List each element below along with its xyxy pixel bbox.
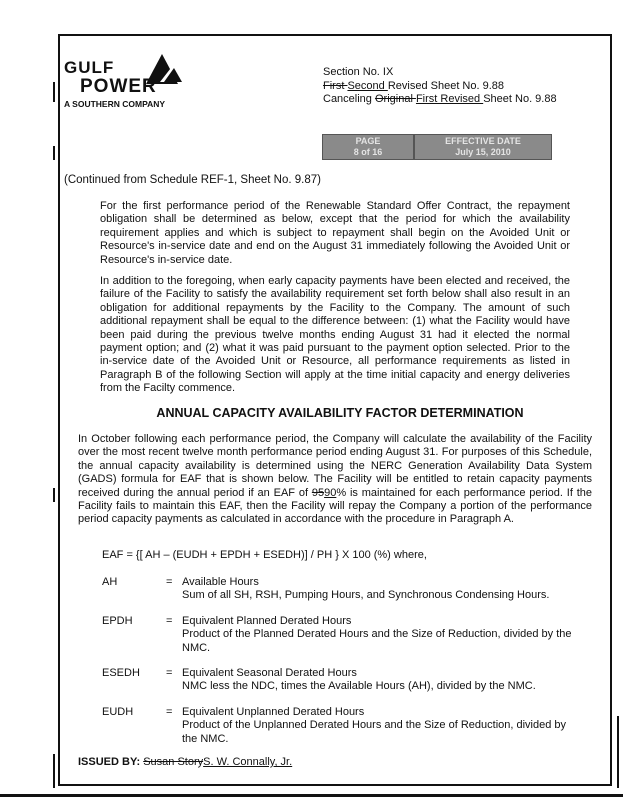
date-value: July 15, 2010: [455, 147, 511, 157]
struck-text: 95: [311, 486, 325, 499]
revision-bar: [53, 82, 55, 102]
bottom-rule: [0, 794, 623, 797]
definition-text: Product of the Planned Derated Hours and the Size of Reduction, divided by the: [182, 628, 572, 641]
section-info: [323, 66, 557, 107]
revision-bar: [53, 146, 55, 160]
struck-text: Original: [374, 93, 416, 105]
paragraph-eaf-calculation: [78, 433, 592, 527]
continued-note: (Continued from Schedule REF-1, Sheet No. 9.87): [64, 174, 321, 186]
page-label: PAGE: [355, 136, 381, 146]
definition-abbr: ESEDH: [102, 667, 140, 679]
revision-bar: [53, 488, 55, 502]
definition-abbr: AH: [102, 576, 118, 588]
definition-text-cont: the NMC.: [182, 732, 229, 745]
definition-equals: =: [166, 576, 173, 588]
revision-bar: [617, 716, 619, 788]
date-stamp: [414, 134, 552, 160]
logo-southern: A SOUTHERN COMPANY: [64, 99, 166, 109]
cancel-sheet-text: Sheet No. 9.88: [483, 93, 557, 105]
section-heading: ANNUAL CAPACITY AVAILABILITY FACTOR DETERMINATION: [156, 406, 524, 420]
page-value: 8 of 16: [353, 147, 383, 157]
issued-by: [78, 756, 292, 768]
definition-text: Product of the Unplanned Derated Hours and the Size of Reduction, divided by: [182, 719, 567, 732]
eaf-text: In October following each performance period, the Company will calculate the availability of the Facility over the most recent twelve month performance period ending August 31. For purposes of this Schedule, the annual capacity availability is determined using the NERC Generation Availability Data System (GADS) formula for EAF that is shown below. The Facility will be entitled to retain capacity payments received during the annual period if an EAF of: [78, 433, 592, 499]
definition-body: [182, 576, 549, 603]
definition-abbr: EPDH: [102, 615, 133, 627]
definition-abbr: EUDH: [102, 706, 134, 718]
inserted-text: 90: [324, 486, 337, 499]
eaf-formula: EAF = {[ AH – (EUDH + EPDH + ESEDH)] / PH } X 100 (%) where,: [102, 549, 427, 561]
struck-text: Susan Story: [143, 756, 204, 768]
cancel-text: Canceling: [323, 93, 375, 105]
definition-text: NMC less the NDC, times the Available Hours (AH), divided by the NMC.: [182, 680, 536, 693]
definition-term: Equivalent Planned Derated Hours: [182, 615, 352, 627]
issuer-name: S. W. Connally, Jr.: [203, 756, 293, 768]
sheet-line: [323, 80, 557, 94]
issued-label: ISSUED BY:: [78, 756, 141, 768]
struck-text: First: [323, 79, 348, 92]
definition-term: Equivalent Seasonal Derated Hours: [182, 667, 357, 679]
definition-equals: =: [166, 667, 173, 679]
definition-body: [182, 706, 566, 746]
inserted-text: First Revised: [415, 93, 484, 105]
paragraph-first-period: For the first performance period of the Renewable Standard Offer Contract, the repayment obligation shall be determined as below, except that the period for which the availability requirement applies and which is subject to repayment shall begin on the Avoided Unit or Resource's in-service date and end on the August 31 immediately following the Avoided Unit or Resource's in-service date.: [100, 200, 570, 266]
sheet-text: Revised Sheet No. 9.88: [387, 79, 505, 92]
definition-text: Sum of all SH, RSH, Pumping Hours, and Synchronous Condensing Hours.: [182, 589, 550, 602]
page-stamp: [322, 134, 414, 160]
logo-power: POWER: [80, 76, 157, 97]
definition-body: [182, 615, 572, 655]
revision-bar: [53, 754, 55, 788]
gulf-power-logo: [64, 52, 204, 112]
definition-term: Equivalent Unplanned Derated Hours: [182, 706, 365, 718]
definition-equals: =: [166, 615, 173, 627]
paragraph-early-payments: In addition to the foregoing, when early capacity payments have been elected and received, the failure of the Facility to satisfy the availability requirement set forth below shall also result in an obligation for additional repayments by the Facility to the Company. The amount of such additional repayment shall be equal to the difference between: (1) what the Facility would have been paid during the previous twelve months ending August 31 had it elected the normal payment option; and (2) what it was paid pursuant to the payment option selected. Prior to the in-service date of the Avoided Unit or Resource, all performance requirements as listed in Paragraph B of the following Section will apply at the time initial capacity and energy deliveries from the Facilty commence.: [100, 275, 570, 395]
logo-gulf: GULF: [64, 58, 115, 77]
inserted-text: Second: [347, 79, 388, 92]
definition-equals: =: [166, 706, 173, 718]
section-number: Section No. IX: [323, 66, 394, 78]
definition-text-cont: NMC.: [182, 641, 211, 654]
canceling-line: [323, 93, 557, 107]
date-label: EFFECTIVE DATE: [445, 136, 521, 146]
definition-body: [182, 667, 536, 694]
definition-term: Available Hours: [182, 576, 259, 588]
eaf-text-cont: % is maintained for each performance period. If the Facility fails to maintain this EAF, then the Facility will repay the Company a portion of the performance period capacity payments as calculated in accordance with the procedure in Paragraph A.: [78, 486, 593, 526]
